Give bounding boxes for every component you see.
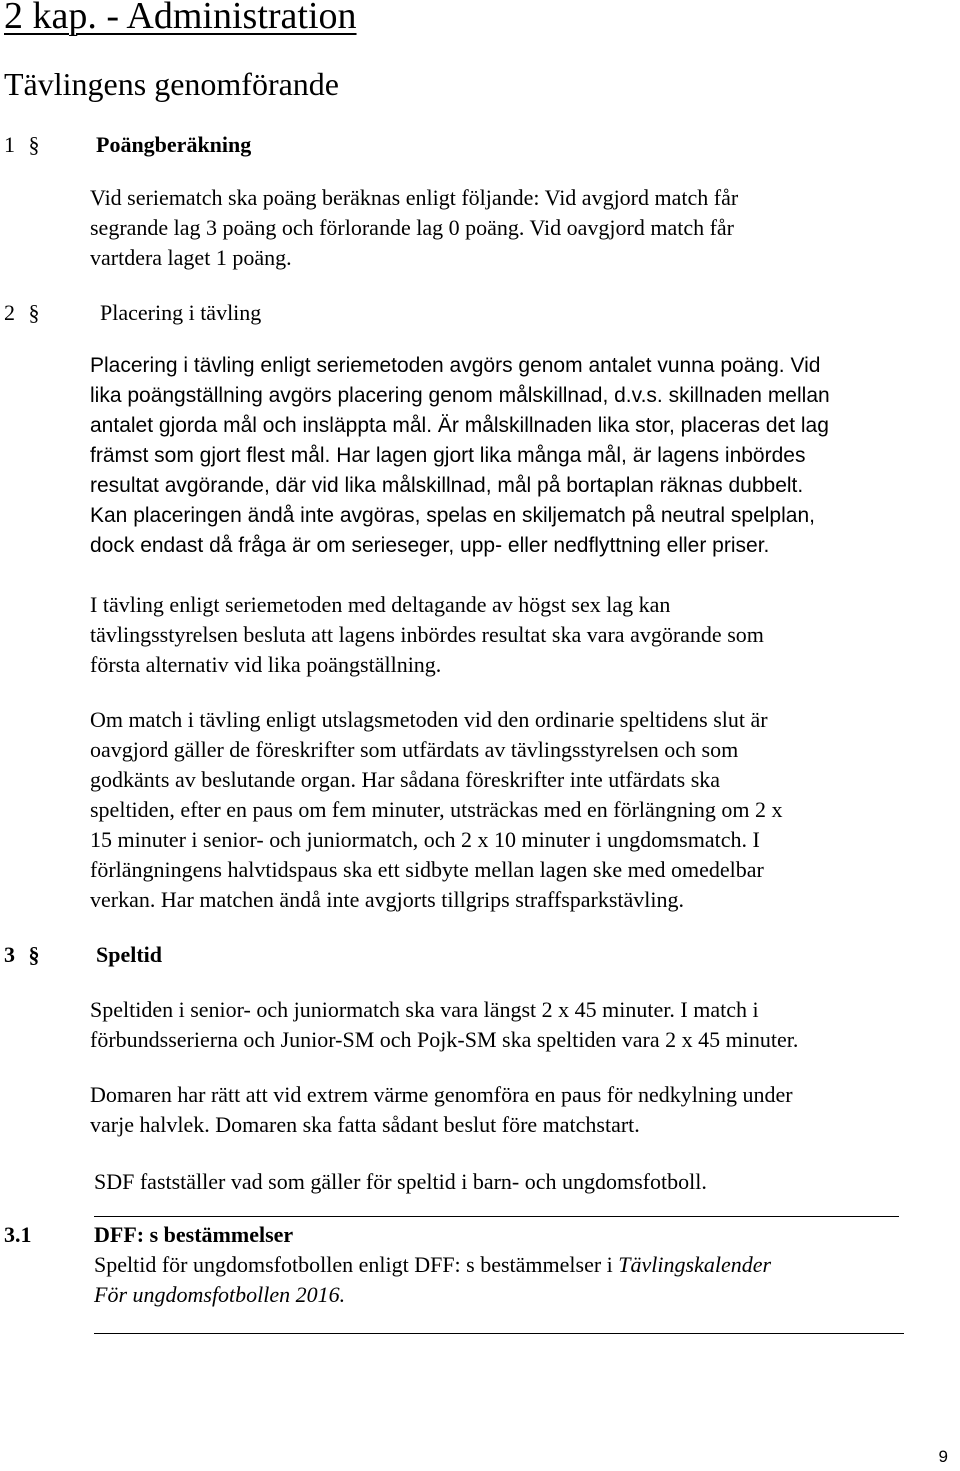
section-2-heading: Placering i tävling xyxy=(100,300,262,325)
divider-line xyxy=(94,1216,899,1217)
text-line: antalet gjorda mål och insläppta mål. Är målskillnaden lika stor, placeras det lag xyxy=(90,414,829,437)
text-line: förbundsserierna och Junior-SM och Pojk-SM ska speltiden vara 2 x 45 minuter. xyxy=(90,1027,799,1052)
text-line: verkan. Har matchen ändå inte avgjorts tillgrips straffsparkstävling. xyxy=(90,887,685,912)
text-line: segrande lag 3 poäng och förlorande lag 0 poäng. Vid oavgjord match får xyxy=(90,215,735,240)
paragraph-sign: § xyxy=(28,132,40,157)
chapter-title: 2 kap. - Administration xyxy=(4,0,357,37)
section-3-paragraph-2 xyxy=(90,1080,793,1140)
text-line: varje halvlek. Domaren ska fatta sådant beslut före matchstart. xyxy=(90,1112,640,1137)
text-line: första alternativ vid lika poängställning. xyxy=(90,652,442,677)
text-line: förlängningens halvtidspaus ska ett sidbyte mellan lagen ske med omedelbar xyxy=(90,857,764,882)
section-3-heading: Speltid xyxy=(96,942,163,967)
section-title: Tävlingens genomförande xyxy=(4,66,339,102)
section-3-paragraph-3: SDF fastställer vad som gäller för speltid i barn- och ungdomsfotboll. xyxy=(94,1169,707,1194)
section-3-1-heading: DFF: s bestämmelser xyxy=(94,1222,294,1247)
text-line: lika poängställning avgörs placering genom målskillnad, d.v.s. skillnaden mellan xyxy=(90,384,830,407)
text-line: resultat avgörande, där vid lika målskillnad, mål på bortaplan räknas dubbelt. xyxy=(90,474,804,497)
text-line: Domaren har rätt att vid extrem värme genomföra en paus för nedkylning under xyxy=(90,1082,793,1107)
paragraph-sign: § xyxy=(28,300,40,325)
divider-line xyxy=(94,1333,904,1334)
text-line: I tävling enligt seriemetoden med deltagande av högst sex lag kan xyxy=(90,592,671,617)
text-line xyxy=(94,1250,771,1280)
text-line: Speltiden i senior- och juniormatch ska vara längst 2 x 45 minuter. I match i xyxy=(90,997,759,1022)
section-number: 3 xyxy=(4,942,15,967)
section-3-paragraph-1 xyxy=(90,995,798,1055)
text-line: Placering i tävling enligt seriemetoden avgörs genom antalet vunna poäng. Vid xyxy=(90,354,821,377)
text-line: Vid seriematch ska poäng beräknas enligt följande: Vid avgjord match får xyxy=(90,185,739,210)
text-line: Om match i tävling enligt utslagsmetoden vid den ordinarie speltidens slut är xyxy=(90,707,768,732)
section-1-body xyxy=(90,183,738,273)
section-1-heading: Poängberäkning xyxy=(96,132,252,157)
text-line xyxy=(94,1280,771,1310)
text-line: vartdera laget 1 poäng. xyxy=(90,245,292,270)
text-line: främst som gjort flest mål. Har lagen gjort lika många mål, är lagens inbördes xyxy=(90,444,806,467)
section-2-paragraph-2 xyxy=(90,590,764,680)
section-3-1-number: 3.1 xyxy=(4,1222,32,1247)
section-1-number-row xyxy=(4,132,40,158)
text-line: godkänts av beslutande organ. Har sådana föreskrifter inte utfärdats ska xyxy=(90,767,721,792)
section-3-1-body xyxy=(94,1250,771,1310)
section-3-number-row xyxy=(4,942,40,968)
text-line: tävlingsstyrelsen besluta att lagens inbördes resultat ska vara avgörande som xyxy=(90,622,764,647)
paragraph-sign: § xyxy=(28,942,40,967)
publication-title: Tävlingskalender xyxy=(618,1252,772,1277)
text-run: Speltid för ungdomsfotbollen enligt DFF: s bestämmelser i xyxy=(94,1252,619,1277)
section-2-body xyxy=(90,351,830,561)
section-2-paragraph-3 xyxy=(90,705,783,915)
text-line: dock endast då fråga är om serieseger, upp- eller nedflyttning eller priser. xyxy=(90,534,770,557)
text-line: speltiden, efter en paus om fem minuter, utsträckas med en förlängning om 2 x xyxy=(90,797,783,822)
section-2-number-row xyxy=(4,300,40,326)
section-number: 2 xyxy=(4,300,15,325)
text-line: Kan placeringen ändå inte avgöras, spelas en skiljematch på neutral spelplan, xyxy=(90,504,815,527)
page-number: 9 xyxy=(938,1447,948,1466)
section-number: 1 xyxy=(4,132,15,157)
text-line: oavgjord gäller de föreskrifter som utfärdats av tävlingsstyrelsen och som xyxy=(90,737,739,762)
publication-title: För ungdomsfotbollen 2016. xyxy=(94,1282,346,1307)
text-line: 15 minuter i senior- och juniormatch, och 2 x 10 minuter i ungdomsmatch. I xyxy=(90,827,760,852)
